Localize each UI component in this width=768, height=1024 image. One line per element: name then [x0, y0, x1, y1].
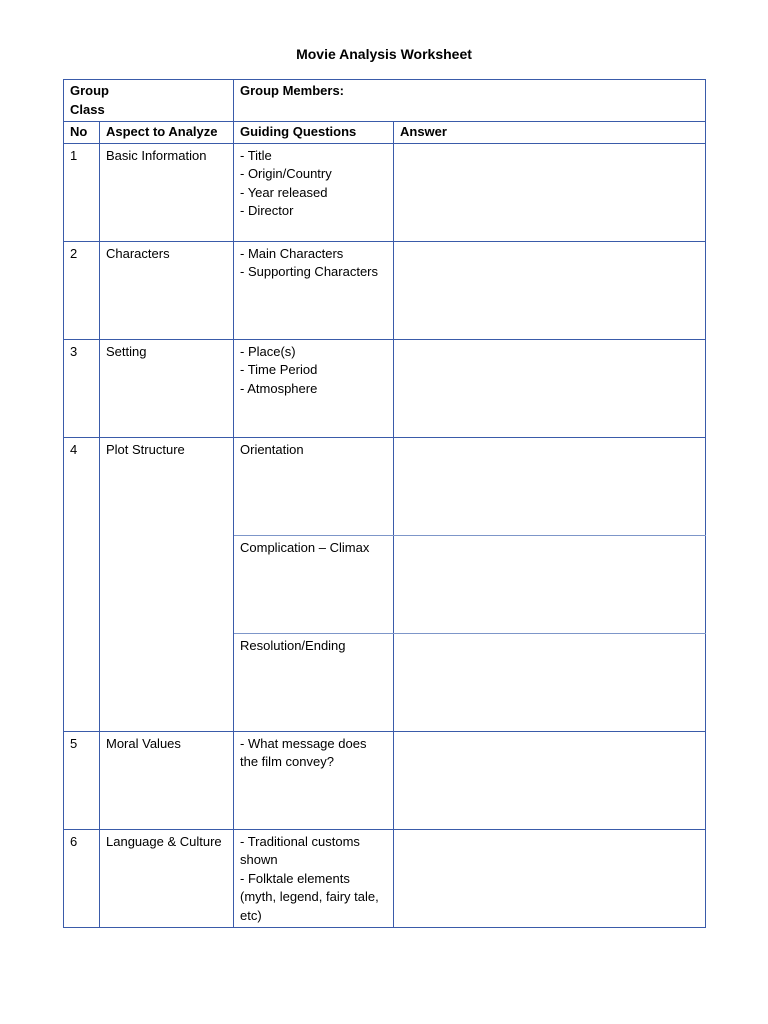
row-questions	[234, 143, 394, 241]
column-header-answer: Answer	[394, 122, 706, 144]
column-header-questions: Guiding Questions	[234, 122, 394, 144]
group-header-row	[64, 80, 706, 122]
question-item: - Origin/Country	[240, 166, 332, 181]
group-members-label: Group Members:	[240, 83, 345, 98]
row-questions	[234, 731, 394, 829]
answer-cell-complication-climax[interactable]	[394, 535, 706, 633]
answer-cell-moral-values[interactable]	[394, 731, 706, 829]
question-item: - Place(s)	[240, 343, 296, 359]
table-row	[64, 241, 706, 339]
row-aspect: Moral Values	[100, 731, 234, 829]
table-row	[64, 829, 706, 928]
question-item: - Title	[240, 147, 272, 163]
question-item: - Supporting Characters	[240, 264, 379, 279]
page-title: Movie Analysis Worksheet	[296, 46, 472, 62]
answer-cell-characters[interactable]	[394, 241, 706, 339]
row-aspect: Plot Structure	[100, 437, 234, 731]
group-class-cell[interactable]	[64, 80, 234, 122]
group-label: Group	[70, 83, 109, 98]
question-item: - Folktale elements (myth, legend, fairy tale, etc)	[240, 870, 379, 923]
worksheet-table	[63, 79, 706, 928]
question-item: - Atmosphere	[240, 380, 318, 396]
row-questions: Complication – Climax	[234, 535, 394, 633]
row-questions	[234, 829, 394, 928]
answer-cell-language-culture[interactable]	[394, 829, 706, 928]
row-number: 2	[64, 241, 100, 339]
row-number: 4	[64, 437, 100, 731]
column-header-aspect: Aspect to Analyze	[100, 122, 234, 144]
row-questions: Orientation	[234, 437, 394, 535]
table-row	[64, 437, 706, 535]
row-aspect: Characters	[100, 241, 234, 339]
answer-cell-orientation[interactable]	[394, 437, 706, 535]
row-number: 6	[64, 829, 100, 928]
row-questions	[234, 339, 394, 437]
question-item: - Main Characters	[240, 245, 344, 261]
question-item: - Time Period	[240, 362, 318, 377]
row-aspect: Basic Information	[100, 143, 234, 241]
question-item: - What message does the film convey?	[240, 735, 367, 769]
question-item: - Year released	[240, 184, 328, 200]
class-label: Class	[70, 101, 105, 117]
row-questions	[234, 241, 394, 339]
question-item: - Director	[240, 203, 294, 218]
row-number: 1	[64, 143, 100, 241]
column-header-row	[64, 122, 706, 144]
row-aspect: Setting	[100, 339, 234, 437]
table-row	[64, 339, 706, 437]
answer-cell-setting[interactable]	[394, 339, 706, 437]
row-aspect: Language & Culture	[100, 829, 234, 928]
table-row	[64, 143, 706, 241]
question-item: - Traditional customs shown	[240, 833, 360, 867]
table-row	[64, 731, 706, 829]
column-header-no: No	[64, 122, 100, 144]
row-number: 3	[64, 339, 100, 437]
group-members-cell[interactable]	[234, 80, 706, 122]
answer-cell-resolution[interactable]	[394, 633, 706, 731]
row-number: 5	[64, 731, 100, 829]
row-questions: Resolution/Ending	[234, 633, 394, 731]
answer-cell-basic-information[interactable]	[394, 143, 706, 241]
